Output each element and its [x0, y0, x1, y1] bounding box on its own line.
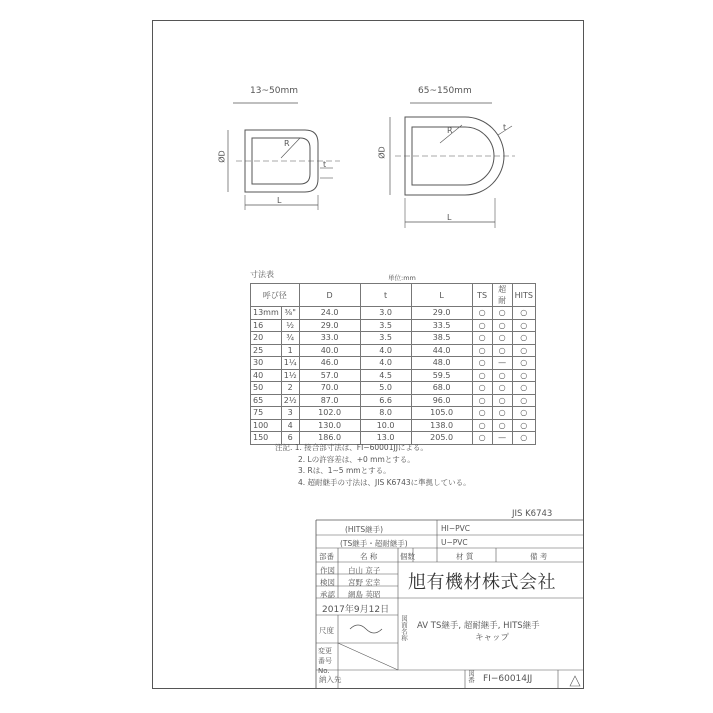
- table-row: [251, 419, 536, 432]
- table-cell: ○: [472, 432, 492, 445]
- table-cell: 8.0: [360, 407, 411, 420]
- t-label-right: t: [503, 123, 507, 132]
- table-unit: 単位:mm: [388, 274, 416, 282]
- table-cell: 50: [251, 382, 282, 395]
- entry-label: 納入先: [319, 675, 342, 684]
- table-cell: 205.0: [411, 432, 472, 445]
- table-cell: 87.0: [299, 394, 360, 407]
- table-cell: ○: [472, 319, 492, 332]
- drawing-no-label: 図番: [467, 670, 475, 683]
- table-cell: 96.0: [411, 394, 472, 407]
- table-cell: 13mm: [251, 307, 282, 320]
- header-cell: TS: [472, 284, 492, 307]
- R-label-left: R: [284, 139, 290, 148]
- table-cell: ○: [512, 407, 535, 420]
- table-cell: 186.0: [299, 432, 360, 445]
- table-cell: 68.0: [411, 382, 472, 395]
- table-cell: ○: [512, 432, 535, 445]
- note-line: 2. Lの許容差は、+0 mmとする。: [298, 454, 415, 464]
- table-cell: ⅜": [281, 307, 299, 320]
- header-cell: 呼び径: [251, 284, 300, 307]
- table-cell: 3.5: [360, 319, 411, 332]
- drawing-date: 2017年9月12日: [322, 605, 390, 615]
- table-cell: 65: [251, 394, 282, 407]
- table-cell: ○: [472, 394, 492, 407]
- table-row: [251, 407, 536, 420]
- table-cell: ○: [472, 382, 492, 395]
- table-cell: 40.0: [299, 344, 360, 357]
- scale-label: 尺度: [319, 626, 334, 635]
- part-name-2: (TS継手・超耐継手): [340, 539, 408, 548]
- table-cell: 3.5: [360, 332, 411, 345]
- table-cell: ○: [492, 307, 512, 320]
- table-cell: 44.0: [411, 344, 472, 357]
- table-cell: 48.0: [411, 357, 472, 370]
- table-cell: ○: [492, 394, 512, 407]
- table-cell: 75: [251, 407, 282, 420]
- table-cell: 40: [251, 369, 282, 382]
- table-row: [251, 369, 536, 382]
- table-cell: ○: [512, 332, 535, 345]
- table-cell: ½: [281, 319, 299, 332]
- table-cell: ○: [472, 369, 492, 382]
- D-label-right: ØD: [377, 146, 387, 159]
- table-title: 寸法表: [250, 270, 274, 279]
- D-label-left: ØD: [217, 150, 227, 163]
- note-line: 3. Rは、1∼5 mmとする。: [298, 466, 391, 475]
- table-cell: ○: [492, 319, 512, 332]
- L-label-left: L: [277, 196, 282, 205]
- table-cell: 4.0: [360, 357, 411, 370]
- table-cell: ○: [472, 419, 492, 432]
- dimension-table: [250, 283, 536, 445]
- table-cell: 3.0: [360, 307, 411, 320]
- table-cell: —: [492, 357, 512, 370]
- header-remarks: 備 考: [530, 552, 548, 561]
- header-qty: 個数: [400, 552, 415, 561]
- table-cell: 2½: [281, 394, 299, 407]
- part-material-1: HI−PVC: [441, 524, 471, 533]
- table-cell: 10.0: [360, 419, 411, 432]
- note-line: 注記. 1. 接合部寸法は、FI−60001JJによる。: [275, 443, 428, 452]
- table-cell: ○: [512, 344, 535, 357]
- table-cell: ○: [472, 307, 492, 320]
- table-cell: 25: [251, 344, 282, 357]
- header-cell: 超耐: [492, 284, 512, 307]
- table-cell: ○: [512, 357, 535, 370]
- right-range-label: 65~150mm: [418, 86, 472, 96]
- table-cell: 4: [281, 419, 299, 432]
- table-row: [251, 394, 536, 407]
- person-checked: 宮野 宏幸: [348, 578, 381, 587]
- table-cell: 130.0: [299, 419, 360, 432]
- table-cell: ○: [492, 332, 512, 345]
- table-cell: 59.5: [411, 369, 472, 382]
- table-cell: 57.0: [299, 369, 360, 382]
- revision-slash: [338, 643, 398, 670]
- table-cell: ○: [492, 419, 512, 432]
- note-line: 4. 超耐継手の寸法は、JIS K6743に準拠している。: [298, 477, 471, 487]
- table-cell: 16: [251, 319, 282, 332]
- table-cell: 33.5: [411, 319, 472, 332]
- L-label-right: L: [447, 213, 452, 222]
- notes-block: [275, 442, 471, 488]
- table-cell: 3: [281, 407, 299, 420]
- header-cell: HITS: [512, 284, 535, 307]
- table-cell: 33.0: [299, 332, 360, 345]
- table-cell: ○: [472, 332, 492, 345]
- table-cell: 29.0: [299, 319, 360, 332]
- table-cell: 38.5: [411, 332, 472, 345]
- table-cell: 102.0: [299, 407, 360, 420]
- standard-label: JIS K6743: [512, 509, 553, 519]
- role-checked: 検図: [320, 578, 335, 587]
- table-cell: 6: [281, 432, 299, 445]
- table-cell: 4.5: [360, 369, 411, 382]
- table-cell: 1¼: [281, 357, 299, 370]
- table-row: [251, 307, 536, 320]
- left-range-label: 13~50mm: [250, 86, 298, 96]
- table-cell: 6.6: [360, 394, 411, 407]
- drawing-number: FI−60014JJ: [483, 674, 533, 684]
- header-part-no: 部番: [319, 552, 334, 561]
- scale-wave-icon: [350, 625, 382, 633]
- table-cell: ○: [512, 307, 535, 320]
- table-cell: —: [492, 432, 512, 445]
- table-row: [251, 319, 536, 332]
- table-cell: ○: [512, 419, 535, 432]
- table-row: [251, 382, 536, 395]
- table-cell: ○: [492, 407, 512, 420]
- table-cell: 5.0: [360, 382, 411, 395]
- table-cell: 46.0: [299, 357, 360, 370]
- table-cell: 13.0: [360, 432, 411, 445]
- product-name-1: AV TS継手, 超耐継手, HITS継手: [417, 621, 540, 631]
- table-cell: 24.0: [299, 307, 360, 320]
- table-cell: 29.0: [411, 307, 472, 320]
- table-cell: ○: [492, 369, 512, 382]
- recycle-triangle-icon: [570, 676, 580, 686]
- table-cell: ○: [472, 357, 492, 370]
- role-approved: 承認: [320, 590, 335, 599]
- role-drawn: 作図: [320, 566, 335, 575]
- person-drawn: 白山 京子: [348, 566, 381, 575]
- table-cell: ○: [512, 394, 535, 407]
- table-cell: 30: [251, 357, 282, 370]
- table-cell: ¾: [281, 332, 299, 345]
- table-row: [251, 332, 536, 345]
- part-name-1: (HITS継手): [345, 525, 384, 534]
- table-cell: ○: [472, 407, 492, 420]
- table-cell: ○: [472, 344, 492, 357]
- product-name-2: キャップ: [475, 633, 510, 643]
- table-row: [251, 357, 536, 370]
- projection-label: 図面名称: [400, 615, 408, 641]
- table-cell: ○: [512, 319, 535, 332]
- revision-label: 変更番号 No.: [318, 647, 332, 675]
- header-name: 名 称: [360, 552, 378, 561]
- table-cell: ○: [512, 369, 535, 382]
- table-cell: 105.0: [411, 407, 472, 420]
- table-cell: 20: [251, 332, 282, 345]
- table-cell: 100: [251, 419, 282, 432]
- table-cell: 4.0: [360, 344, 411, 357]
- header-cell: L: [411, 284, 472, 307]
- header-material: 材 質: [456, 552, 474, 561]
- t-label-left: t: [323, 160, 327, 169]
- table-cell: ○: [492, 382, 512, 395]
- table-cell: 150: [251, 432, 282, 445]
- table-cell: 138.0: [411, 419, 472, 432]
- table-cell: ○: [512, 382, 535, 395]
- table-cell: 70.0: [299, 382, 360, 395]
- part-material-2: U−PVC: [441, 538, 468, 547]
- table-cell: 2: [281, 382, 299, 395]
- table-cell: ○: [492, 344, 512, 357]
- header-cell: D: [299, 284, 360, 307]
- header-cell: t: [360, 284, 411, 307]
- person-approved: 網島 英昭: [348, 590, 381, 599]
- table-row: [251, 344, 536, 357]
- table-cell: 1: [281, 344, 299, 357]
- table-cell: 1½: [281, 369, 299, 382]
- company-name: 旭有機材株式会社: [408, 572, 556, 593]
- R-label-right: R: [447, 126, 453, 135]
- table-header-row: [251, 284, 536, 307]
